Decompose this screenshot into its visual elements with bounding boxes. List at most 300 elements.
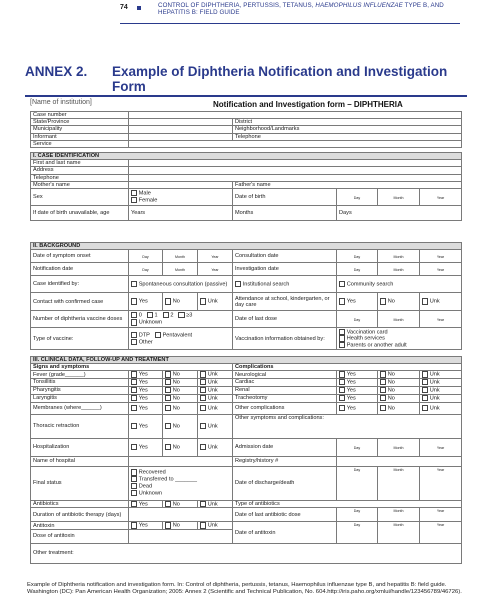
- vacc-card-label: Vaccination card: [346, 329, 388, 336]
- year-label: Year: [211, 267, 219, 272]
- atx-no-checkbox[interactable]: [165, 522, 171, 528]
- month-label: Month: [393, 317, 404, 322]
- discharge-date-label: Date of discharge/death: [233, 466, 337, 500]
- dis-month-field[interactable]: [378, 466, 420, 500]
- unk-label: Unk: [207, 522, 218, 529]
- consult-day-field[interactable]: [337, 250, 378, 263]
- renal-yes-checkbox[interactable]: [339, 387, 345, 393]
- spontaneous-label: Spontaneous consultation (passive): [138, 281, 228, 288]
- renal-no[interactable]: [378, 386, 420, 394]
- lar-yes[interactable]: [129, 394, 163, 402]
- first-last-name-field[interactable]: [129, 160, 462, 167]
- tonsil-yes-checkbox[interactable]: [131, 379, 137, 385]
- fever-unk-checkbox[interactable]: [200, 371, 206, 377]
- dis-year-field[interactable]: [420, 466, 462, 500]
- last-antibiotic-label: Date of last antibiotic dose: [233, 508, 337, 522]
- neuro-no-checkbox[interactable]: [380, 371, 386, 377]
- sign-membranes-label: Membranes (where______): [31, 402, 129, 414]
- no-label: No: [172, 501, 180, 508]
- atx-day-field[interactable]: [337, 522, 378, 544]
- fever-no[interactable]: [163, 371, 198, 379]
- no-label: No: [172, 379, 180, 386]
- age-months-field[interactable]: [233, 206, 337, 221]
- neuro-no[interactable]: [378, 371, 420, 379]
- attendance-unk-checkbox[interactable]: [422, 298, 428, 304]
- contact-no-checkbox[interactable]: [165, 298, 171, 304]
- no-label: No: [172, 298, 180, 305]
- doses-options: [129, 311, 233, 328]
- trach-no-checkbox[interactable]: [380, 395, 386, 401]
- form-title: Notification and Investigation form – DIPHTHERIA: [213, 100, 403, 109]
- hosp-yes-checkbox[interactable]: [131, 444, 137, 450]
- pentavalent-label: Pentavalent: [162, 332, 193, 339]
- yes-label: Yes: [346, 379, 356, 386]
- age-years-field[interactable]: [129, 206, 233, 221]
- mothers-name-label: Mother's name: [31, 181, 129, 188]
- no-label: No: [172, 444, 180, 451]
- day-label: Day: [353, 267, 361, 272]
- dose-0-label: 0: [138, 312, 142, 319]
- no-label: No: [172, 371, 180, 378]
- notif-year-field[interactable]: [198, 263, 233, 276]
- contact-unk-checkbox[interactable]: [200, 298, 206, 304]
- thor-unk[interactable]: [198, 414, 233, 438]
- doses-label: Number of diphtheria vaccine doses: [31, 311, 129, 328]
- abx-day-field[interactable]: [337, 508, 378, 522]
- no-label: No: [387, 379, 395, 386]
- neuro-yes-checkbox[interactable]: [339, 371, 345, 377]
- hospital-name-label: Name of hospital: [31, 456, 129, 466]
- abx-no[interactable]: [163, 500, 198, 508]
- day-label: Day: [353, 467, 361, 472]
- lastdose-month-field[interactable]: [378, 311, 420, 328]
- trach-unk-checkbox[interactable]: [422, 395, 428, 401]
- service-field[interactable]: [129, 140, 462, 147]
- male-checkbox[interactable]: [131, 190, 137, 196]
- unk-label: Unk: [207, 387, 218, 394]
- case-identification-table: [30, 152, 462, 221]
- spontaneous-checkbox[interactable]: [131, 281, 137, 287]
- other-treatment-field[interactable]: [31, 544, 462, 564]
- abx-unk[interactable]: [198, 500, 233, 508]
- atx-year-field[interactable]: [420, 522, 462, 544]
- day-label: Day: [353, 523, 361, 528]
- invest-day-field[interactable]: [337, 263, 378, 276]
- adm-day-field[interactable]: [337, 438, 378, 456]
- community-checkbox[interactable]: [339, 281, 345, 287]
- registry-label: Registry/history #: [233, 456, 337, 466]
- vaccine-type-options: [129, 328, 233, 350]
- case-number-field[interactable]: [129, 112, 462, 119]
- fever-unk[interactable]: [198, 371, 233, 379]
- lar-unk[interactable]: [198, 394, 233, 402]
- adm-month-field[interactable]: [378, 438, 420, 456]
- othercomp-unk-checkbox[interactable]: [422, 405, 428, 411]
- year-label: Year: [436, 195, 445, 200]
- tonsil-yes[interactable]: [129, 379, 163, 387]
- attendance-yes-checkbox[interactable]: [339, 298, 345, 304]
- unk-label: Unk: [207, 423, 218, 430]
- tonsil-no-checkbox[interactable]: [165, 379, 171, 385]
- attendance-label: Attendance at school, kindergarten, or day care: [233, 293, 337, 311]
- id-block-table: [30, 111, 462, 148]
- duration-field[interactable]: [129, 508, 233, 522]
- unk-label: Unk: [207, 405, 218, 412]
- yes-label: Yes: [138, 522, 148, 529]
- lastdose-day-field[interactable]: [337, 311, 378, 328]
- municipality-field[interactable]: [129, 126, 233, 133]
- fever-no-checkbox[interactable]: [165, 371, 171, 377]
- informant-field[interactable]: [129, 133, 233, 140]
- yes-label: Yes: [138, 298, 148, 305]
- unk-label: Unk: [429, 405, 440, 412]
- memb-yes[interactable]: [129, 402, 163, 414]
- year-label: Year: [436, 445, 445, 450]
- phar-unk-checkbox[interactable]: [200, 387, 206, 393]
- institutional-checkbox[interactable]: [235, 281, 241, 287]
- phar-unk[interactable]: [198, 386, 233, 394]
- dead-label: Dead: [138, 483, 153, 490]
- header-rule: [120, 23, 460, 24]
- annex-rule: [25, 95, 467, 97]
- renal-yes[interactable]: [337, 386, 378, 394]
- memb-no[interactable]: [163, 402, 198, 414]
- invest-year-field[interactable]: [420, 263, 462, 276]
- memb-no-checkbox[interactable]: [165, 405, 171, 411]
- renal-no-checkbox[interactable]: [380, 387, 386, 393]
- invest-month-field[interactable]: [378, 263, 420, 276]
- yes-label: Yes: [138, 405, 148, 412]
- recovered-checkbox[interactable]: [131, 469, 137, 475]
- header-square-icon: [137, 6, 141, 10]
- abx-no-checkbox[interactable]: [165, 501, 171, 507]
- lar-no[interactable]: [163, 394, 198, 402]
- othercomp-yes-checkbox[interactable]: [339, 405, 345, 411]
- adm-year-field[interactable]: [420, 438, 462, 456]
- othercomp-no[interactable]: [378, 402, 420, 414]
- unk-label: Unk: [429, 371, 440, 378]
- health-services-label: Health services: [346, 335, 385, 342]
- onset-month-field[interactable]: [163, 250, 198, 263]
- district-label: District: [233, 119, 462, 126]
- dose-antitoxin-label: Dose of antitoxin: [31, 530, 129, 544]
- thor-yes[interactable]: [129, 414, 163, 438]
- month-label: Month: [393, 267, 404, 272]
- month-label: Month: [393, 254, 404, 259]
- other-treatment-label: Other treatment:: [33, 550, 74, 557]
- final-status-options: [129, 466, 233, 500]
- yes-label: Yes: [138, 387, 148, 394]
- atx-yes-checkbox[interactable]: [131, 522, 137, 528]
- dob-unavailable-label: If date of birth unavailable, age: [31, 206, 129, 221]
- contact-yes[interactable]: [129, 293, 163, 311]
- memb-unk[interactable]: [198, 402, 233, 414]
- month-label: Month: [393, 445, 404, 450]
- duration-label: Duration of antibiotic therapy (days): [31, 508, 129, 522]
- memb-unk-checkbox[interactable]: [200, 405, 206, 411]
- other-vaccine-checkbox[interactable]: [131, 339, 137, 345]
- year-label: Year: [436, 267, 445, 272]
- lar-no-checkbox[interactable]: [165, 395, 171, 401]
- age-days-field[interactable]: [337, 206, 462, 221]
- tonsil-unk-checkbox[interactable]: [200, 379, 206, 385]
- institutional-option[interactable]: [233, 276, 337, 293]
- contact-no[interactable]: [163, 293, 198, 311]
- hosp-no-checkbox[interactable]: [165, 444, 171, 450]
- address-label: Address: [31, 167, 129, 174]
- mothers-name-field[interactable]: [129, 181, 233, 188]
- dose-1-checkbox[interactable]: [147, 312, 153, 318]
- phar-yes[interactable]: [129, 386, 163, 394]
- atx-yes[interactable]: [129, 522, 163, 530]
- vaccine-type-label: Type of vaccine:: [31, 328, 129, 350]
- address-field[interactable]: [129, 167, 462, 174]
- date-of-birth-label: Date of birth: [233, 189, 337, 206]
- unk-label: Unk: [429, 395, 440, 402]
- dose-0-checkbox[interactable]: [131, 312, 137, 318]
- abx-month-field[interactable]: [378, 508, 420, 522]
- other-symptoms-label: Other symptoms and complications:: [235, 414, 324, 421]
- registry-field[interactable]: [337, 456, 462, 466]
- recovered-label: Recovered: [138, 470, 166, 477]
- dose-2-checkbox[interactable]: [163, 312, 169, 318]
- female-checkbox[interactable]: [131, 197, 137, 203]
- yes-label: Yes: [346, 395, 356, 402]
- fever-yes-checkbox[interactable]: [131, 371, 137, 377]
- case-number-label: Case number: [31, 112, 129, 119]
- notif-month-field[interactable]: [163, 263, 198, 276]
- month-label: Month: [393, 509, 404, 514]
- other-vaccine-label: Other: [138, 339, 153, 346]
- dose-1-label: 1: [154, 312, 158, 319]
- abx-year-field[interactable]: [420, 508, 462, 522]
- sign-pharyngitis-label: Pharyngitis: [31, 386, 129, 394]
- community-option[interactable]: [337, 276, 462, 293]
- dose-3-checkbox[interactable]: [178, 312, 184, 318]
- state-province-field[interactable]: [129, 119, 233, 126]
- type-antibiotics-label: Type of antibiotics: [233, 500, 462, 508]
- dtp-label: DTP: [138, 332, 150, 339]
- phar-yes-checkbox[interactable]: [131, 387, 137, 393]
- investigation-date-label: Investigation date: [233, 263, 337, 276]
- pentavalent-checkbox[interactable]: [155, 332, 161, 338]
- hospitalization-label: Hospitalization: [31, 438, 129, 456]
- phar-no[interactable]: [163, 386, 198, 394]
- no-label: No: [387, 395, 395, 402]
- lar-yes-checkbox[interactable]: [131, 395, 137, 401]
- yes-label: Yes: [138, 501, 148, 508]
- neuro-yes[interactable]: [337, 371, 378, 379]
- comp-renal-label: Renal: [233, 386, 337, 394]
- abx-yes-checkbox[interactable]: [131, 501, 137, 507]
- contact-unk[interactable]: [198, 293, 233, 311]
- atx-month-field[interactable]: [378, 522, 420, 544]
- no-label: No: [387, 405, 395, 412]
- comp-cardiac-label: Cardiac: [233, 379, 337, 387]
- background-table: [30, 242, 462, 350]
- onset-year-field[interactable]: [198, 250, 233, 263]
- year-label: Year: [436, 523, 445, 528]
- cardiac-unk[interactable]: [420, 379, 462, 387]
- phar-no-checkbox[interactable]: [165, 387, 171, 393]
- thor-no-checkbox[interactable]: [165, 423, 171, 429]
- cardiac-yes-checkbox[interactable]: [339, 379, 345, 385]
- dtp-checkbox[interactable]: [131, 332, 137, 338]
- tonsil-unk[interactable]: [198, 379, 233, 387]
- days-label: Days: [339, 209, 352, 216]
- atx-unk-checkbox[interactable]: [200, 522, 206, 528]
- abx-yes[interactable]: [129, 500, 163, 508]
- month-label: Month: [393, 467, 404, 472]
- no-label: No: [172, 423, 180, 430]
- yes-label: Yes: [138, 379, 148, 386]
- sign-fever-label: Fever (grade______): [31, 371, 129, 379]
- sex-options: [129, 189, 233, 206]
- comp-neurological-label: Neurological: [233, 371, 337, 379]
- hosp-unk[interactable]: [198, 438, 233, 456]
- antibiotics-label: Antibiotics: [31, 500, 129, 508]
- dob-month-field[interactable]: [378, 189, 420, 206]
- notif-day-field[interactable]: [129, 263, 163, 276]
- unk-label: Unk: [207, 395, 218, 402]
- day-label: Day: [353, 509, 361, 514]
- year-label: Year: [436, 254, 445, 259]
- background-heading: II. BACKGROUND: [31, 243, 462, 250]
- trach-unk[interactable]: [420, 394, 462, 402]
- yes-label: Yes: [346, 387, 356, 394]
- first-last-name-label: First and last name: [31, 160, 129, 167]
- tonsil-no[interactable]: [163, 379, 198, 387]
- contact-yes-checkbox[interactable]: [131, 298, 137, 304]
- lastdose-year-field[interactable]: [420, 311, 462, 328]
- month-label: Month: [393, 195, 404, 200]
- dob-day-field[interactable]: [337, 189, 378, 206]
- trach-yes-checkbox[interactable]: [339, 395, 345, 401]
- dose-antitoxin-field[interactable]: [129, 530, 233, 544]
- thor-yes-checkbox[interactable]: [131, 423, 137, 429]
- neuro-unk[interactable]: [420, 371, 462, 379]
- cardiac-no[interactable]: [378, 379, 420, 387]
- last-dose-label: Date of last dose: [233, 311, 337, 328]
- cardiac-yes[interactable]: [337, 379, 378, 387]
- othercomp-yes[interactable]: [337, 402, 378, 414]
- hosp-no[interactable]: [163, 438, 198, 456]
- neuro-unk-checkbox[interactable]: [422, 371, 428, 377]
- other-symptoms-field[interactable]: [233, 414, 462, 438]
- yes-label: Yes: [346, 371, 356, 378]
- sign-tonsillitis-label: Tonsillitis: [31, 379, 129, 387]
- no-label: No: [172, 395, 180, 402]
- no-label: No: [387, 371, 395, 378]
- dob-year-field[interactable]: [420, 189, 462, 206]
- unk-label: Unk: [429, 387, 440, 394]
- unk-label: Unk: [207, 501, 218, 508]
- date-antitoxin-label: Date of antitoxin: [233, 522, 337, 544]
- final-status-label: Final status: [31, 466, 129, 500]
- hospital-name-field[interactable]: [129, 456, 233, 466]
- dose-unknown-label: Unknown: [138, 319, 163, 326]
- attendance-no[interactable]: [378, 293, 420, 311]
- year-label: Year: [436, 509, 445, 514]
- fever-yes[interactable]: [129, 371, 163, 379]
- atx-unk[interactable]: [198, 522, 233, 530]
- symptom-onset-label: Date of symptom onset: [31, 250, 129, 263]
- day-label: Day: [353, 254, 361, 259]
- telephone-label: Telephone: [233, 133, 462, 140]
- hosp-yes[interactable]: [129, 438, 163, 456]
- male-label: Male: [138, 190, 151, 197]
- consult-year-field[interactable]: [420, 250, 462, 263]
- month-label: Month: [393, 523, 404, 528]
- no-label: No: [172, 522, 180, 529]
- status-unknown-label: Unknown: [138, 490, 163, 497]
- othercomp-no-checkbox[interactable]: [380, 405, 386, 411]
- case-telephone-field[interactable]: [129, 174, 462, 181]
- vacc-card-checkbox[interactable]: [339, 329, 345, 335]
- annex-title: Example of Diphtheria Notification and Investigation Form: [112, 64, 448, 94]
- onset-day-field[interactable]: [129, 250, 163, 263]
- consult-month-field[interactable]: [378, 250, 420, 263]
- antitoxin-label: Antitoxin: [31, 522, 129, 530]
- atx-no[interactable]: [163, 522, 198, 530]
- yes-label: Yes: [138, 371, 148, 378]
- dose-2-label: 2: [170, 312, 174, 319]
- fathers-name-label: Father's name: [233, 181, 462, 188]
- cardiac-no-checkbox[interactable]: [380, 379, 386, 385]
- trach-yes[interactable]: [337, 394, 378, 402]
- transferred-checkbox[interactable]: [131, 476, 137, 482]
- comp-tracheotomy-label: Tracheotomy: [233, 394, 337, 402]
- dead-checkbox[interactable]: [131, 483, 137, 489]
- othercomp-unk[interactable]: [420, 402, 462, 414]
- status-unknown-checkbox[interactable]: [131, 490, 137, 496]
- dose-unknown-checkbox[interactable]: [131, 319, 137, 325]
- memb-yes-checkbox[interactable]: [131, 405, 137, 411]
- month-label: Month: [175, 254, 185, 259]
- renal-unk-checkbox[interactable]: [422, 387, 428, 393]
- yes-label: Yes: [346, 405, 356, 412]
- day-label: Day: [353, 445, 361, 450]
- municipality-label: Municipality: [31, 126, 129, 133]
- attendance-no-checkbox[interactable]: [380, 298, 386, 304]
- spontaneous-option[interactable]: [129, 276, 233, 293]
- female-label: Female: [138, 197, 158, 204]
- service-label: Service: [31, 140, 129, 147]
- thor-unk-checkbox[interactable]: [200, 423, 206, 429]
- unk-label: Unk: [429, 379, 440, 386]
- unk-label: Unk: [429, 298, 440, 305]
- day-label: Day: [353, 317, 361, 322]
- trach-no[interactable]: [378, 394, 420, 402]
- year-label: Year: [436, 317, 445, 322]
- lar-unk-checkbox[interactable]: [200, 395, 206, 401]
- thor-no[interactable]: [163, 414, 198, 438]
- attendance-yes[interactable]: [337, 293, 378, 311]
- month-label: Month: [175, 267, 185, 272]
- informant-label: Informant: [31, 133, 129, 140]
- institution-placeholder: [Name of institution]: [30, 99, 92, 106]
- hosp-unk-checkbox[interactable]: [200, 444, 206, 450]
- dose-3-label: ≥3: [186, 312, 193, 319]
- yes-label: Yes: [138, 395, 148, 402]
- dis-day-field[interactable]: [337, 466, 378, 500]
- parents-checkbox[interactable]: [339, 342, 345, 348]
- attendance-unk[interactable]: [420, 293, 462, 311]
- abx-unk-checkbox[interactable]: [200, 501, 206, 507]
- health-services-checkbox[interactable]: [339, 335, 345, 341]
- cardiac-unk-checkbox[interactable]: [422, 379, 428, 385]
- renal-unk[interactable]: [420, 386, 462, 394]
